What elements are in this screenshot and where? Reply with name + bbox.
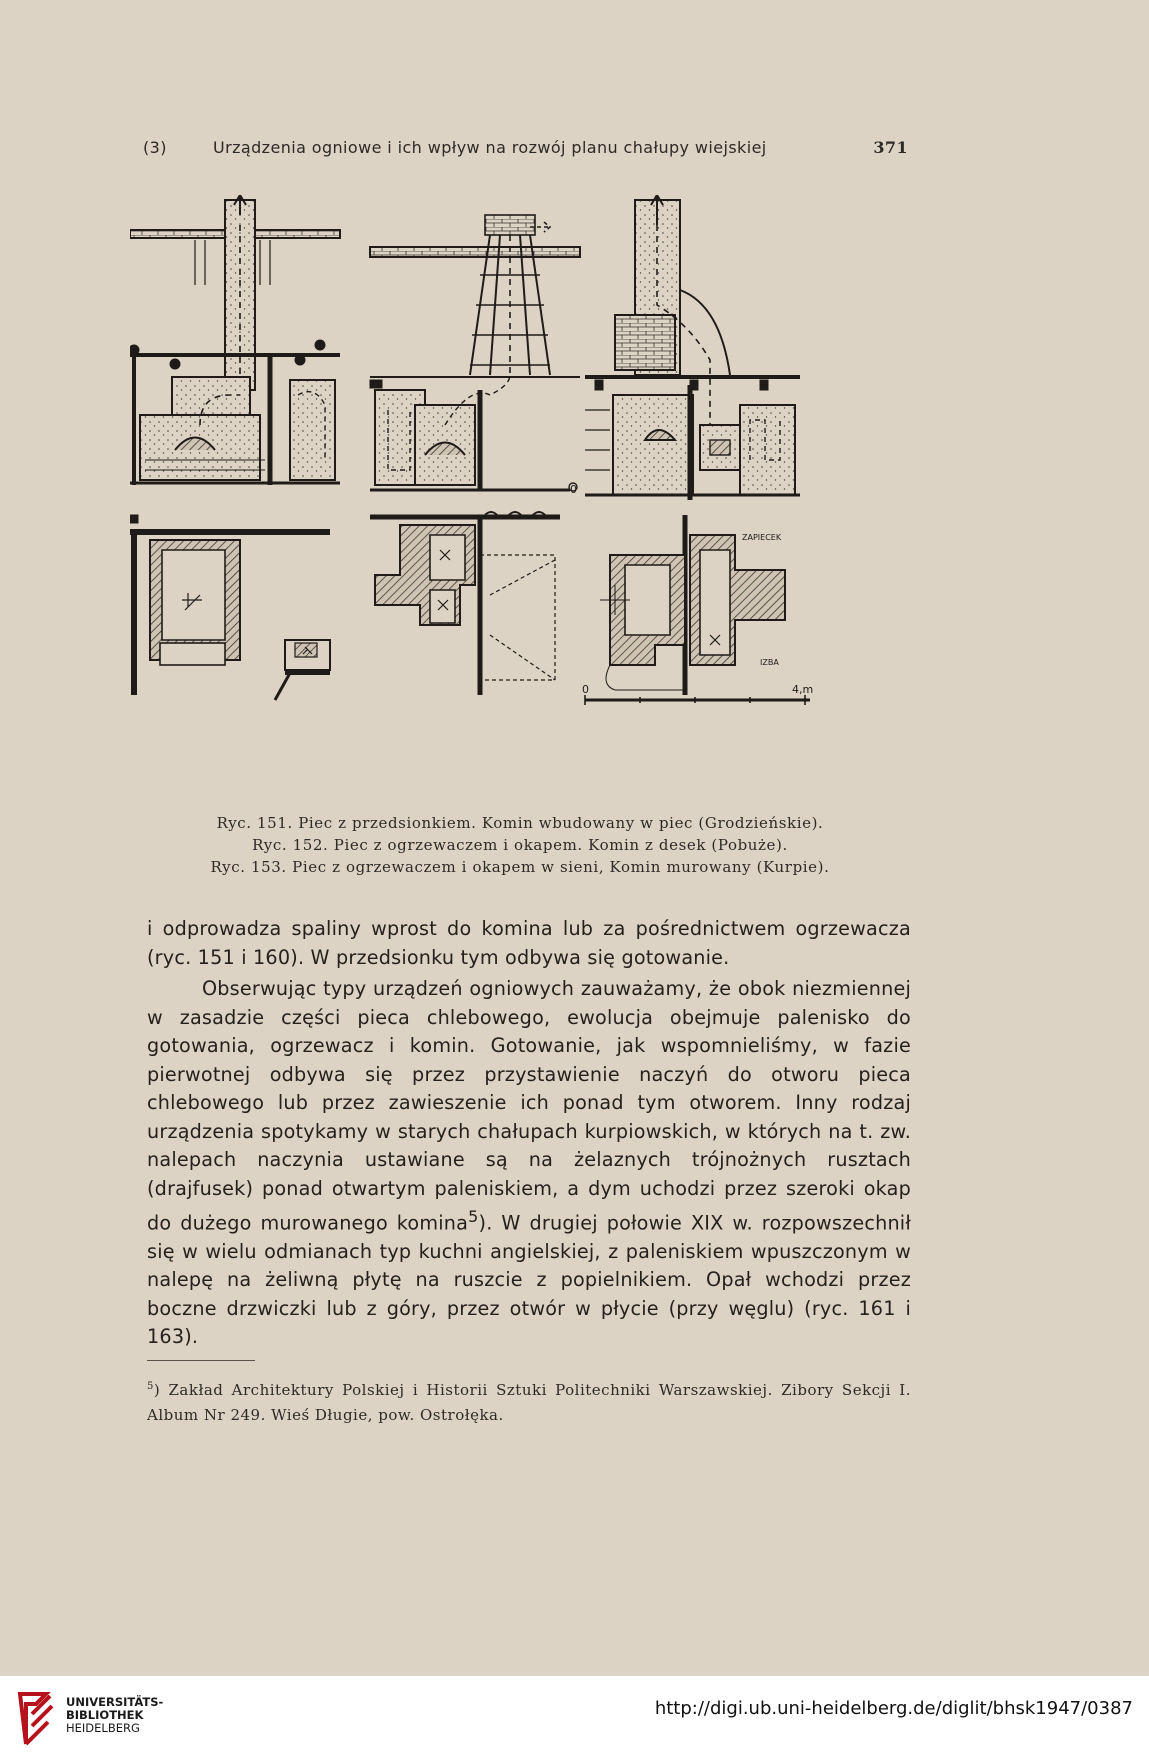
running-title: Urządzenia ogniowe i ich wpływ na rozwój planu chałupy wiejskiej xyxy=(213,138,767,157)
paragraph-2-part-b: ). W drugiej połowie XIX w. rozpowszechnił się w wielu odmianach typ kuchni angielskiej, z paleniskiem wpuszczonym w nalepę na żeliwną płytę na ruszcie z popielnikiem. Opał wchodzi przez boczne drzwiczki lub z góry, przez otwór w płycie (przy węglu) (ryc. 161 i 163). xyxy=(147,1211,911,1349)
source-url-link[interactable]: http://digi.ub.uni-heidelberg.de/diglit/bhsk1947/0387 xyxy=(654,1698,1133,1719)
caption-fig151: Ryc. 151. Piec z przedsionkiem. Komin wbudowany w piec (Grodzieńskie). xyxy=(216,814,824,832)
stove-figures xyxy=(130,195,910,795)
label-zapiecek: ZAPIECEK xyxy=(742,533,782,542)
paragraph-1: i odprowadza spaliny wprost do komina lub za pośrednictwem ogrzewacza (ryc. 151 i 160). W przedsionku tym odbywa się gotowanie. xyxy=(147,917,911,969)
library-line-3: HEIDELBERG xyxy=(66,1721,140,1735)
caption-fig152: Ryc. 152. Piec z ogrzewaczem i okapem. Komin z desek (Pobuże). xyxy=(252,836,788,854)
footnote-reference[interactable]: 5 xyxy=(468,1207,479,1226)
footnote-text: ) Zakład Architektury Polskiej i Historii Sztuki Politechniki Warszawskiej. Zibory Sekcji I. Album Nr 249. Wieś Długie, pow. Ostrołęka. xyxy=(147,1381,911,1424)
scale-end-label: 4,m xyxy=(792,683,814,696)
fig153-elevation xyxy=(585,195,800,500)
pipe-mark-label: 0 xyxy=(570,483,577,496)
page-number: 371 xyxy=(873,138,908,157)
scale-bar xyxy=(582,683,813,705)
library-line-2: BIBLIOTHEK xyxy=(66,1708,144,1722)
fig151-elevation xyxy=(130,195,340,485)
library-line-1: UNIVERSITÄTS- xyxy=(66,1695,164,1709)
paragraph-2 xyxy=(147,975,911,1352)
footnote xyxy=(147,1374,911,1428)
caption-fig153: Ryc. 153. Piec z ogrzewaczem i okapem w sieni, Komin murowany (Kurpie). xyxy=(210,858,830,876)
library-logo-icon xyxy=(16,1686,56,1752)
fig153-plan xyxy=(600,515,785,695)
library-name xyxy=(66,1696,163,1735)
library-footer xyxy=(0,1676,1149,1760)
fig151-plan xyxy=(130,515,330,700)
running-header xyxy=(143,138,908,164)
section-number: (3) xyxy=(143,138,167,157)
paragraph-2-part-a: Obserwując typy urządzeń ogniowych zauważamy, że obok niezmiennej w zasadzie części pieca chlebowego, ewolucja obejmuje palenisko do gotowania, ogrzewacz i komin. Gotowanie, jak wspomnieliśmy, w fazie pierwotnej odbywa się przez przystawienie naczyń do otworu pieca chlebowego lub przez zawieszenie ich ponad tym otworem. Inny rodzaj urządzenia spotykamy w starych chałupach kurpiowskich, w których na t. zw. nalepach naczynia ustawiane są na żelaznych trójnożnych rusztach (drajfusek) ponad otwartym paleniskiem, a dym uchodzi przez szeroki okap do dużego murowanego komina xyxy=(147,977,911,1235)
scale-start-label: 0 xyxy=(582,683,589,696)
label-izba: IZBA xyxy=(760,658,779,667)
footnote-marker: 5 xyxy=(147,1381,154,1392)
fig152-elevation xyxy=(370,215,580,496)
footnote-divider xyxy=(147,1360,255,1361)
body-text xyxy=(147,915,911,1352)
figure-captions xyxy=(130,812,910,878)
fig152-plan xyxy=(370,512,560,695)
